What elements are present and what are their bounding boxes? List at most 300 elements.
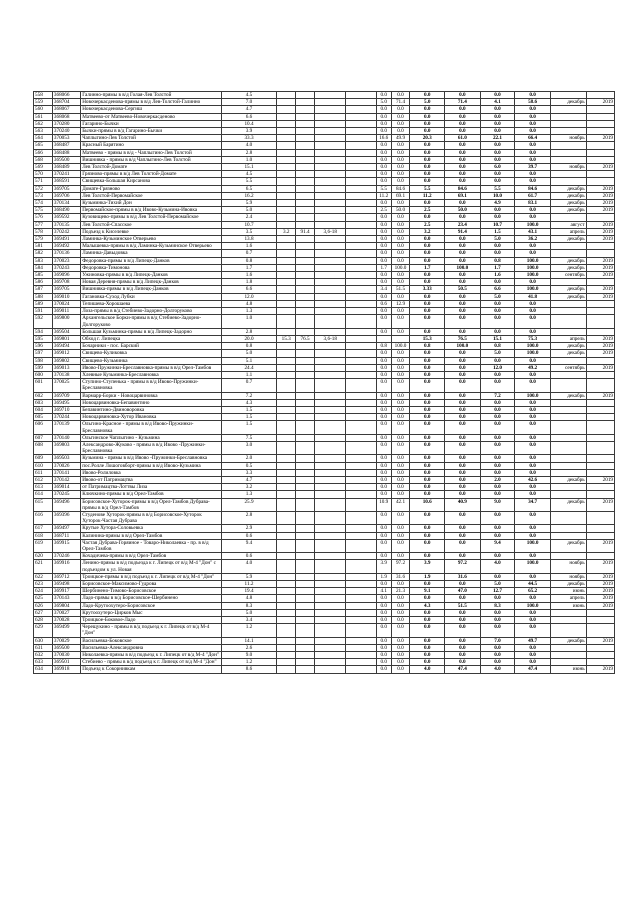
road-name-cell: Троицкое-Боковое-Ладо	[81, 617, 222, 624]
plan-length-cell: 9.4	[480, 539, 515, 552]
table-row	[34, 539, 615, 552]
bonded-length-cell: 10.6	[410, 498, 445, 511]
table-row	[34, 200, 615, 207]
bonded-length-cell: 0.0	[410, 379, 445, 392]
bonded-percent-cell: 0.0	[445, 609, 481, 616]
road-name-cell: Чаплыгино-Лев Толстой	[81, 135, 222, 142]
road-name-cell: Подъезд к Киселевке	[81, 228, 222, 235]
prev-length-cell: 1.7	[376, 264, 391, 271]
completion-month-cell: декабрь	[550, 476, 586, 483]
plan-length-cell: 0.0	[480, 399, 515, 406]
table-row	[34, 214, 615, 221]
road-name-cell: Грязново-прямы в в/д Лев Толстой-Домате	[81, 171, 222, 178]
completion-month-cell	[550, 149, 586, 156]
completion-month-cell	[550, 300, 586, 307]
completion-month-cell: декабрь	[550, 264, 586, 271]
blank-cell	[346, 421, 376, 434]
repaired-percent-cell	[296, 659, 315, 666]
plan-percent-cell: 0.0	[515, 644, 551, 651]
repaired-percent-cell	[296, 250, 315, 257]
bonded-length-cell: 0.0	[410, 476, 445, 483]
repaired-length-cell	[277, 328, 296, 335]
row-number-cell: 589	[34, 300, 53, 307]
bonded-length-cell: 0.0	[410, 469, 445, 476]
plan-percent-cell: 65.2	[515, 588, 551, 595]
plan-percent-cell: 0.0	[515, 511, 551, 524]
repaired-percent-cell	[296, 300, 315, 307]
prev-length-cell: 0.0	[376, 350, 391, 357]
completion-year-cell: 2019	[586, 135, 614, 142]
road-code-cell: 369495	[52, 399, 80, 406]
completion-year-cell: 2019	[586, 364, 614, 371]
norm-cell	[315, 414, 346, 421]
road-name-cell: Ключкино-прямы в в/д Орел-Тамбов	[81, 491, 222, 498]
completion-year-cell: 2019	[586, 228, 614, 235]
plan-length-cell: 1.6	[480, 272, 515, 279]
bonded-percent-cell: 0.0	[445, 128, 481, 135]
blank-cell	[346, 264, 376, 271]
repaired-length-cell	[277, 243, 296, 250]
plan-percent-cell: 0.0	[515, 406, 551, 413]
repaired-length-cell	[277, 379, 296, 392]
norm-cell	[315, 192, 346, 199]
prev-length-cell: 10.9	[376, 498, 391, 511]
plan-length-cell: 5.5	[480, 185, 515, 192]
road-code-cell: 370025	[52, 379, 80, 392]
road-name-cell: Федоровка-Тимонова	[81, 264, 222, 271]
table-row	[34, 279, 615, 286]
bonded-length-cell: 0.8	[410, 343, 445, 350]
bonded-percent-cell: 84.6	[445, 185, 481, 192]
blank-cell	[346, 602, 376, 609]
road-name-cell: Крутоохутеро-Цирков Мыс	[81, 609, 222, 616]
length-cell: 4.8	[221, 300, 277, 307]
prev-percent-cell: 0.0	[391, 379, 410, 392]
road-code-cell: 369501	[52, 659, 80, 666]
prev-percent-cell: 0.0	[391, 328, 410, 335]
completion-year-cell: 2019	[586, 293, 614, 300]
repaired-length-cell: 3.2	[277, 228, 296, 235]
road-code-cell: 370140	[52, 434, 80, 441]
road-code-cell: 369499	[52, 624, 80, 637]
plan-length-cell: 0.0	[480, 462, 515, 469]
plan-length-cell: 0.0	[480, 414, 515, 421]
length-cell: 10.7	[221, 221, 277, 228]
table-row	[34, 441, 615, 454]
bonded-percent-cell: 0.0	[445, 250, 481, 257]
plan-length-cell: 0.0	[480, 178, 515, 185]
prev-length-cell: 0.0	[376, 462, 391, 469]
plan-length-cell: 0.0	[480, 92, 515, 99]
prev-length-cell: 0.0	[376, 308, 391, 315]
row-number-cell: 582	[34, 250, 53, 257]
length-cell: 3.0	[221, 441, 277, 454]
table-row	[34, 652, 615, 659]
length-cell: 4.5	[221, 171, 277, 178]
plan-percent-cell: 0.0	[515, 113, 551, 120]
bonded-length-cell: 0.0	[410, 350, 445, 357]
table-row	[34, 602, 615, 609]
row-number-cell: 605	[34, 414, 53, 421]
completion-month-cell	[550, 243, 586, 250]
plan-length-cell: 0.0	[480, 328, 515, 335]
prev-percent-cell: 0.0	[391, 441, 410, 454]
plan-percent-cell: 75.3	[515, 335, 551, 342]
row-number-cell: 581	[34, 243, 53, 250]
row-number-cell: 577	[34, 221, 53, 228]
row-number-cell: 617	[34, 525, 53, 532]
prev-length-cell: 0.0	[376, 609, 391, 616]
prev-percent-cell: 0.0	[391, 532, 410, 539]
prev-percent-cell: 0.0	[391, 142, 410, 149]
repaired-length-cell	[277, 364, 296, 371]
norm-cell	[315, 92, 346, 99]
completion-month-cell	[550, 491, 586, 498]
prev-length-cell: 0.0	[376, 406, 391, 413]
prev-percent-cell: 0.0	[391, 257, 410, 264]
blank-cell	[346, 335, 376, 342]
prev-percent-cell: 0.0	[391, 392, 410, 399]
bonded-length-cell: 15.3	[410, 335, 445, 342]
road-code-cell: 369491	[52, 236, 80, 243]
completion-month-cell	[550, 624, 586, 637]
length-cell: 4.0	[221, 560, 277, 573]
repaired-percent-cell	[296, 343, 315, 350]
prev-length-cell: 0.0	[376, 92, 391, 99]
plan-length-cell: 0.0	[480, 484, 515, 491]
repaired-percent-cell	[296, 178, 315, 185]
road-name-cell: Ольгино-Красное - прямы в в/д Ивово-Пружинки-Бреславновка	[81, 421, 222, 434]
blank-cell	[346, 573, 376, 580]
completion-month-cell: апрель	[550, 335, 586, 342]
prev-percent-cell: 0.0	[391, 652, 410, 659]
blank-cell	[346, 414, 376, 421]
prev-length-cell: 0.0	[376, 200, 391, 207]
norm-cell	[315, 455, 346, 462]
plan-percent-cell: 100.0	[515, 392, 551, 399]
bonded-length-cell: 0.0	[410, 617, 445, 624]
repaired-length-cell	[277, 120, 296, 127]
prev-length-cell: 0.0	[376, 484, 391, 491]
norm-cell	[315, 171, 346, 178]
repaired-percent-cell	[296, 617, 315, 624]
plan-length-cell: 0.0	[480, 525, 515, 532]
prev-percent-cell: 50.0	[391, 207, 410, 214]
length-cell: 5.0	[221, 207, 277, 214]
completion-year-cell: 2019	[586, 539, 614, 552]
length-cell: 8.6	[221, 666, 277, 673]
prev-percent-cell: 0.0	[391, 414, 410, 421]
completion-month-cell: июнь	[550, 588, 586, 595]
prev-percent-cell: 51.5	[391, 286, 410, 293]
plan-percent-cell: 0.0	[515, 414, 551, 421]
row-number-cell: 609	[34, 455, 53, 462]
norm-cell	[315, 659, 346, 666]
blank-cell	[346, 532, 376, 539]
blank-cell	[346, 434, 376, 441]
length-cell: 10.4	[221, 120, 277, 127]
prev-percent-cell: 0.0	[391, 364, 410, 371]
bonded-length-cell: 9.1	[410, 588, 445, 595]
road-code-cell: 368488	[52, 149, 80, 156]
completion-year-cell	[586, 128, 614, 135]
plan-percent-cell: 0.0	[515, 609, 551, 616]
bonded-percent-cell: 91.4	[445, 228, 481, 235]
norm-cell	[315, 511, 346, 524]
road-code-cell: 368490	[52, 207, 80, 214]
repaired-length-cell	[277, 581, 296, 588]
length-cell: 2.8	[221, 328, 277, 335]
repaired-length-cell	[277, 156, 296, 163]
repaired-length-cell	[277, 602, 296, 609]
norm-cell	[315, 462, 346, 469]
bonded-length-cell: 0.0	[410, 149, 445, 156]
length-cell: 1.6	[221, 243, 277, 250]
bonded-percent-cell: 0.0	[445, 525, 481, 532]
repaired-length-cell	[277, 293, 296, 300]
completion-month-cell: декабрь	[550, 581, 586, 588]
plan-length-cell: 0.0	[480, 609, 515, 616]
prev-length-cell: 0.0	[376, 491, 391, 498]
plan-percent-cell: 0.0	[515, 142, 551, 149]
repaired-length-cell	[277, 637, 296, 644]
table-row	[34, 573, 615, 580]
row-number-cell: 631	[34, 644, 53, 651]
repaired-percent-cell	[296, 243, 315, 250]
plan-percent-cell: 0.0	[515, 455, 551, 462]
norm-cell	[315, 120, 346, 127]
prev-percent-cell: 31.6	[391, 573, 410, 580]
length-cell: 1.3	[221, 308, 277, 315]
blank-cell	[346, 315, 376, 328]
bonded-length-cell: 0.0	[410, 178, 445, 185]
row-number-cell: 622	[34, 573, 53, 580]
road-code-cell: 369014	[52, 484, 80, 491]
blank-cell	[346, 250, 376, 257]
table-row	[34, 581, 615, 588]
road-code-cell: 369705	[52, 185, 80, 192]
blank-cell	[346, 228, 376, 235]
road-name-cell: Бочарники - пос. Барский	[81, 343, 222, 350]
norm-cell	[315, 644, 346, 651]
road-code-cell: 369011	[52, 308, 80, 315]
prev-length-cell: 0.0	[376, 602, 391, 609]
repaired-length-cell	[277, 560, 296, 573]
prev-length-cell: 0.0	[376, 128, 391, 135]
norm-cell	[315, 315, 346, 328]
row-number-cell: 562	[34, 120, 53, 127]
road-name-cell: Васильевка-Александровна	[81, 644, 222, 651]
plan-length-cell: 6.6	[480, 286, 515, 293]
row-number-cell: 587	[34, 286, 53, 293]
repaired-length-cell	[277, 617, 296, 624]
completion-month-cell: декабрь	[550, 192, 586, 199]
completion-year-cell: 2019	[586, 192, 614, 199]
plan-percent-cell: 47.4	[515, 666, 551, 673]
road-name-cell: Александрово-Жуково - прямы в в/д Ивово -Пружинки-Бреславновка	[81, 441, 222, 454]
row-number-cell: 586	[34, 279, 53, 286]
plan-percent-cell: 0.0	[515, 532, 551, 539]
table-row	[34, 511, 615, 524]
bonded-length-cell: 0.0	[410, 214, 445, 221]
norm-cell	[315, 200, 346, 207]
road-code-cell: 368066	[52, 92, 80, 99]
prev-percent-cell: 0.0	[391, 214, 410, 221]
repaired-length-cell	[277, 185, 296, 192]
plan-length-cell: 0.0	[480, 279, 515, 286]
repaired-length-cell	[277, 392, 296, 399]
road-name-cell: Новочеркасденова-прямы в в/д Лев-Толстой-Галинно	[81, 99, 222, 106]
prev-percent-cell: 100.0	[391, 343, 410, 350]
completion-year-cell	[586, 250, 614, 257]
bonded-length-cell: 0.0	[410, 525, 445, 532]
blank-cell	[346, 455, 376, 462]
plan-percent-cell: 0.0	[515, 595, 551, 602]
repaired-percent-cell	[296, 421, 315, 434]
plan-length-cell: 0.0	[480, 644, 515, 651]
road-name-cell: Первомайское-прямы в в/д Ивово-Кузьмина-Ивовка	[81, 207, 222, 214]
road-name-cell: Кочадичева-прямы в в/д Орел-Тамбов	[81, 553, 222, 560]
road-code-cell: 370139	[52, 421, 80, 434]
plan-percent-cell: 0.0	[515, 441, 551, 454]
blank-cell	[346, 644, 376, 651]
prev-percent-cell: 0.0	[391, 243, 410, 250]
repaired-percent-cell	[296, 315, 315, 328]
completion-month-cell: сентябрь	[550, 272, 586, 279]
prev-percent-cell: 0.0	[391, 539, 410, 552]
length-cell: 2.4	[221, 214, 277, 221]
plan-percent-cell: 0.0	[515, 315, 551, 328]
row-number-cell: 594	[34, 328, 53, 335]
blank-cell	[346, 379, 376, 392]
plan-length-cell: 0.8	[480, 257, 515, 264]
repaired-percent-cell	[296, 637, 315, 644]
prev-length-cell: 0.0	[376, 659, 391, 666]
repaired-length-cell	[277, 214, 296, 221]
bonded-percent-cell: 40.9	[445, 498, 481, 511]
bonded-percent-cell: 0.0	[445, 142, 481, 149]
row-number-cell: 623	[34, 581, 53, 588]
row-number-cell: 624	[34, 588, 53, 595]
road-name-cell: Свищевка-Большая Кирсанова	[81, 178, 222, 185]
plan-percent-cell: 0.0	[515, 128, 551, 135]
plan-percent-cell: 0.0	[515, 106, 551, 113]
blank-cell	[346, 491, 376, 498]
bonded-length-cell: 0.0	[410, 609, 445, 616]
road-code-cell: 369096	[52, 272, 80, 279]
table-row	[34, 113, 615, 120]
prev-length-cell: 0.0	[376, 120, 391, 127]
bonded-percent-cell: 0.0	[445, 379, 481, 392]
road-name-cell: Матвеево-от Матвеево-Новочеркасденово	[81, 113, 222, 120]
norm-cell	[315, 221, 346, 228]
bonded-length-cell: 0.0	[410, 128, 445, 135]
length-cell: 0.6	[221, 532, 277, 539]
completion-month-cell: июнь	[550, 666, 586, 673]
bonded-length-cell: 0.0	[410, 243, 445, 250]
bonded-length-cell: 0.0	[410, 300, 445, 307]
length-cell: 1.6	[221, 272, 277, 279]
bonded-percent-cell: 0.0	[445, 178, 481, 185]
completion-year-cell	[586, 300, 614, 307]
completion-month-cell: декабрь	[550, 539, 586, 552]
plan-percent-cell: 41.8	[515, 293, 551, 300]
blank-cell	[346, 236, 376, 243]
road-code-cell: 370136	[52, 250, 80, 257]
repaired-length-cell	[277, 371, 296, 378]
repaired-percent-cell	[296, 264, 315, 271]
completion-year-cell	[586, 149, 614, 156]
blank-cell	[346, 149, 376, 156]
completion-month-cell	[550, 617, 586, 624]
repaired-percent-cell	[296, 399, 315, 406]
repaired-percent-cell	[296, 532, 315, 539]
plan-percent-cell: 0.0	[515, 469, 551, 476]
completion-month-cell	[550, 92, 586, 99]
table-row	[34, 207, 615, 214]
table-row	[34, 264, 615, 271]
bonded-length-cell: 0.0	[410, 328, 445, 335]
norm-cell	[315, 379, 346, 392]
bonded-percent-cell: 0.0	[445, 106, 481, 113]
plan-length-cell: 0.0	[480, 128, 515, 135]
road-name-cell: Шербинено-Тимово-Борисовское	[81, 588, 222, 595]
bonded-percent-cell: 0.0	[445, 364, 481, 371]
road-code-cell: 370030	[52, 652, 80, 659]
repaired-length-cell	[277, 128, 296, 135]
repaired-length-cell	[277, 99, 296, 106]
completion-month-cell: декабрь	[550, 99, 586, 106]
repaired-percent-cell	[296, 484, 315, 491]
norm-cell	[315, 498, 346, 511]
plan-length-cell: 2.0	[480, 476, 515, 483]
norm-cell	[315, 99, 346, 106]
row-number-cell: 611	[34, 469, 53, 476]
row-number-cell: 565	[34, 142, 53, 149]
row-number-cell: 633	[34, 659, 53, 666]
plan-length-cell: 5.0	[480, 236, 515, 243]
bonded-percent-cell: 0.0	[445, 659, 481, 666]
prev-length-cell: 0.0	[376, 178, 391, 185]
repaired-length-cell	[277, 171, 296, 178]
completion-month-cell	[550, 142, 586, 149]
blank-cell	[346, 476, 376, 483]
road-name-cell: Матвеево - прямы в в/д - Чаплыгино-Лев Толстой	[81, 149, 222, 156]
road-name-cell: Кузьмина - прямы в в/д Ивово -Пружинки-Бреславновка	[81, 455, 222, 462]
norm-cell	[315, 421, 346, 434]
bonded-length-cell: 0.0	[410, 532, 445, 539]
bonded-percent-cell: 61.0	[445, 135, 481, 142]
road-name-cell: Большая Кузьминка-прямы в в/д Липецк-Задорно	[81, 328, 222, 335]
road-name-cell: Свищево-Кузьминка	[81, 357, 222, 364]
completion-year-cell: 2019	[586, 350, 614, 357]
bonded-percent-cell: 0.0	[445, 441, 481, 454]
prev-length-cell: 0.0	[376, 441, 391, 454]
bonded-percent-cell: 0.0	[445, 532, 481, 539]
bonded-length-cell: 20.3	[410, 135, 445, 142]
completion-month-cell	[550, 106, 586, 113]
road-code-cell: 369705	[52, 286, 80, 293]
prev-length-cell: 0.0	[376, 106, 391, 113]
road-name-cell: пос.Ролле Лошоговборт-прямы в в/д Ивово-Кузьмина	[81, 462, 222, 469]
table-row	[34, 532, 615, 539]
completion-month-cell	[550, 328, 586, 335]
bonded-percent-cell: 0.0	[445, 243, 481, 250]
road-code-cell: 370244	[52, 414, 80, 421]
length-cell: 1.0	[221, 315, 277, 328]
plan-length-cell: 0.0	[480, 491, 515, 498]
prev-percent-cell: 0.0	[391, 250, 410, 257]
